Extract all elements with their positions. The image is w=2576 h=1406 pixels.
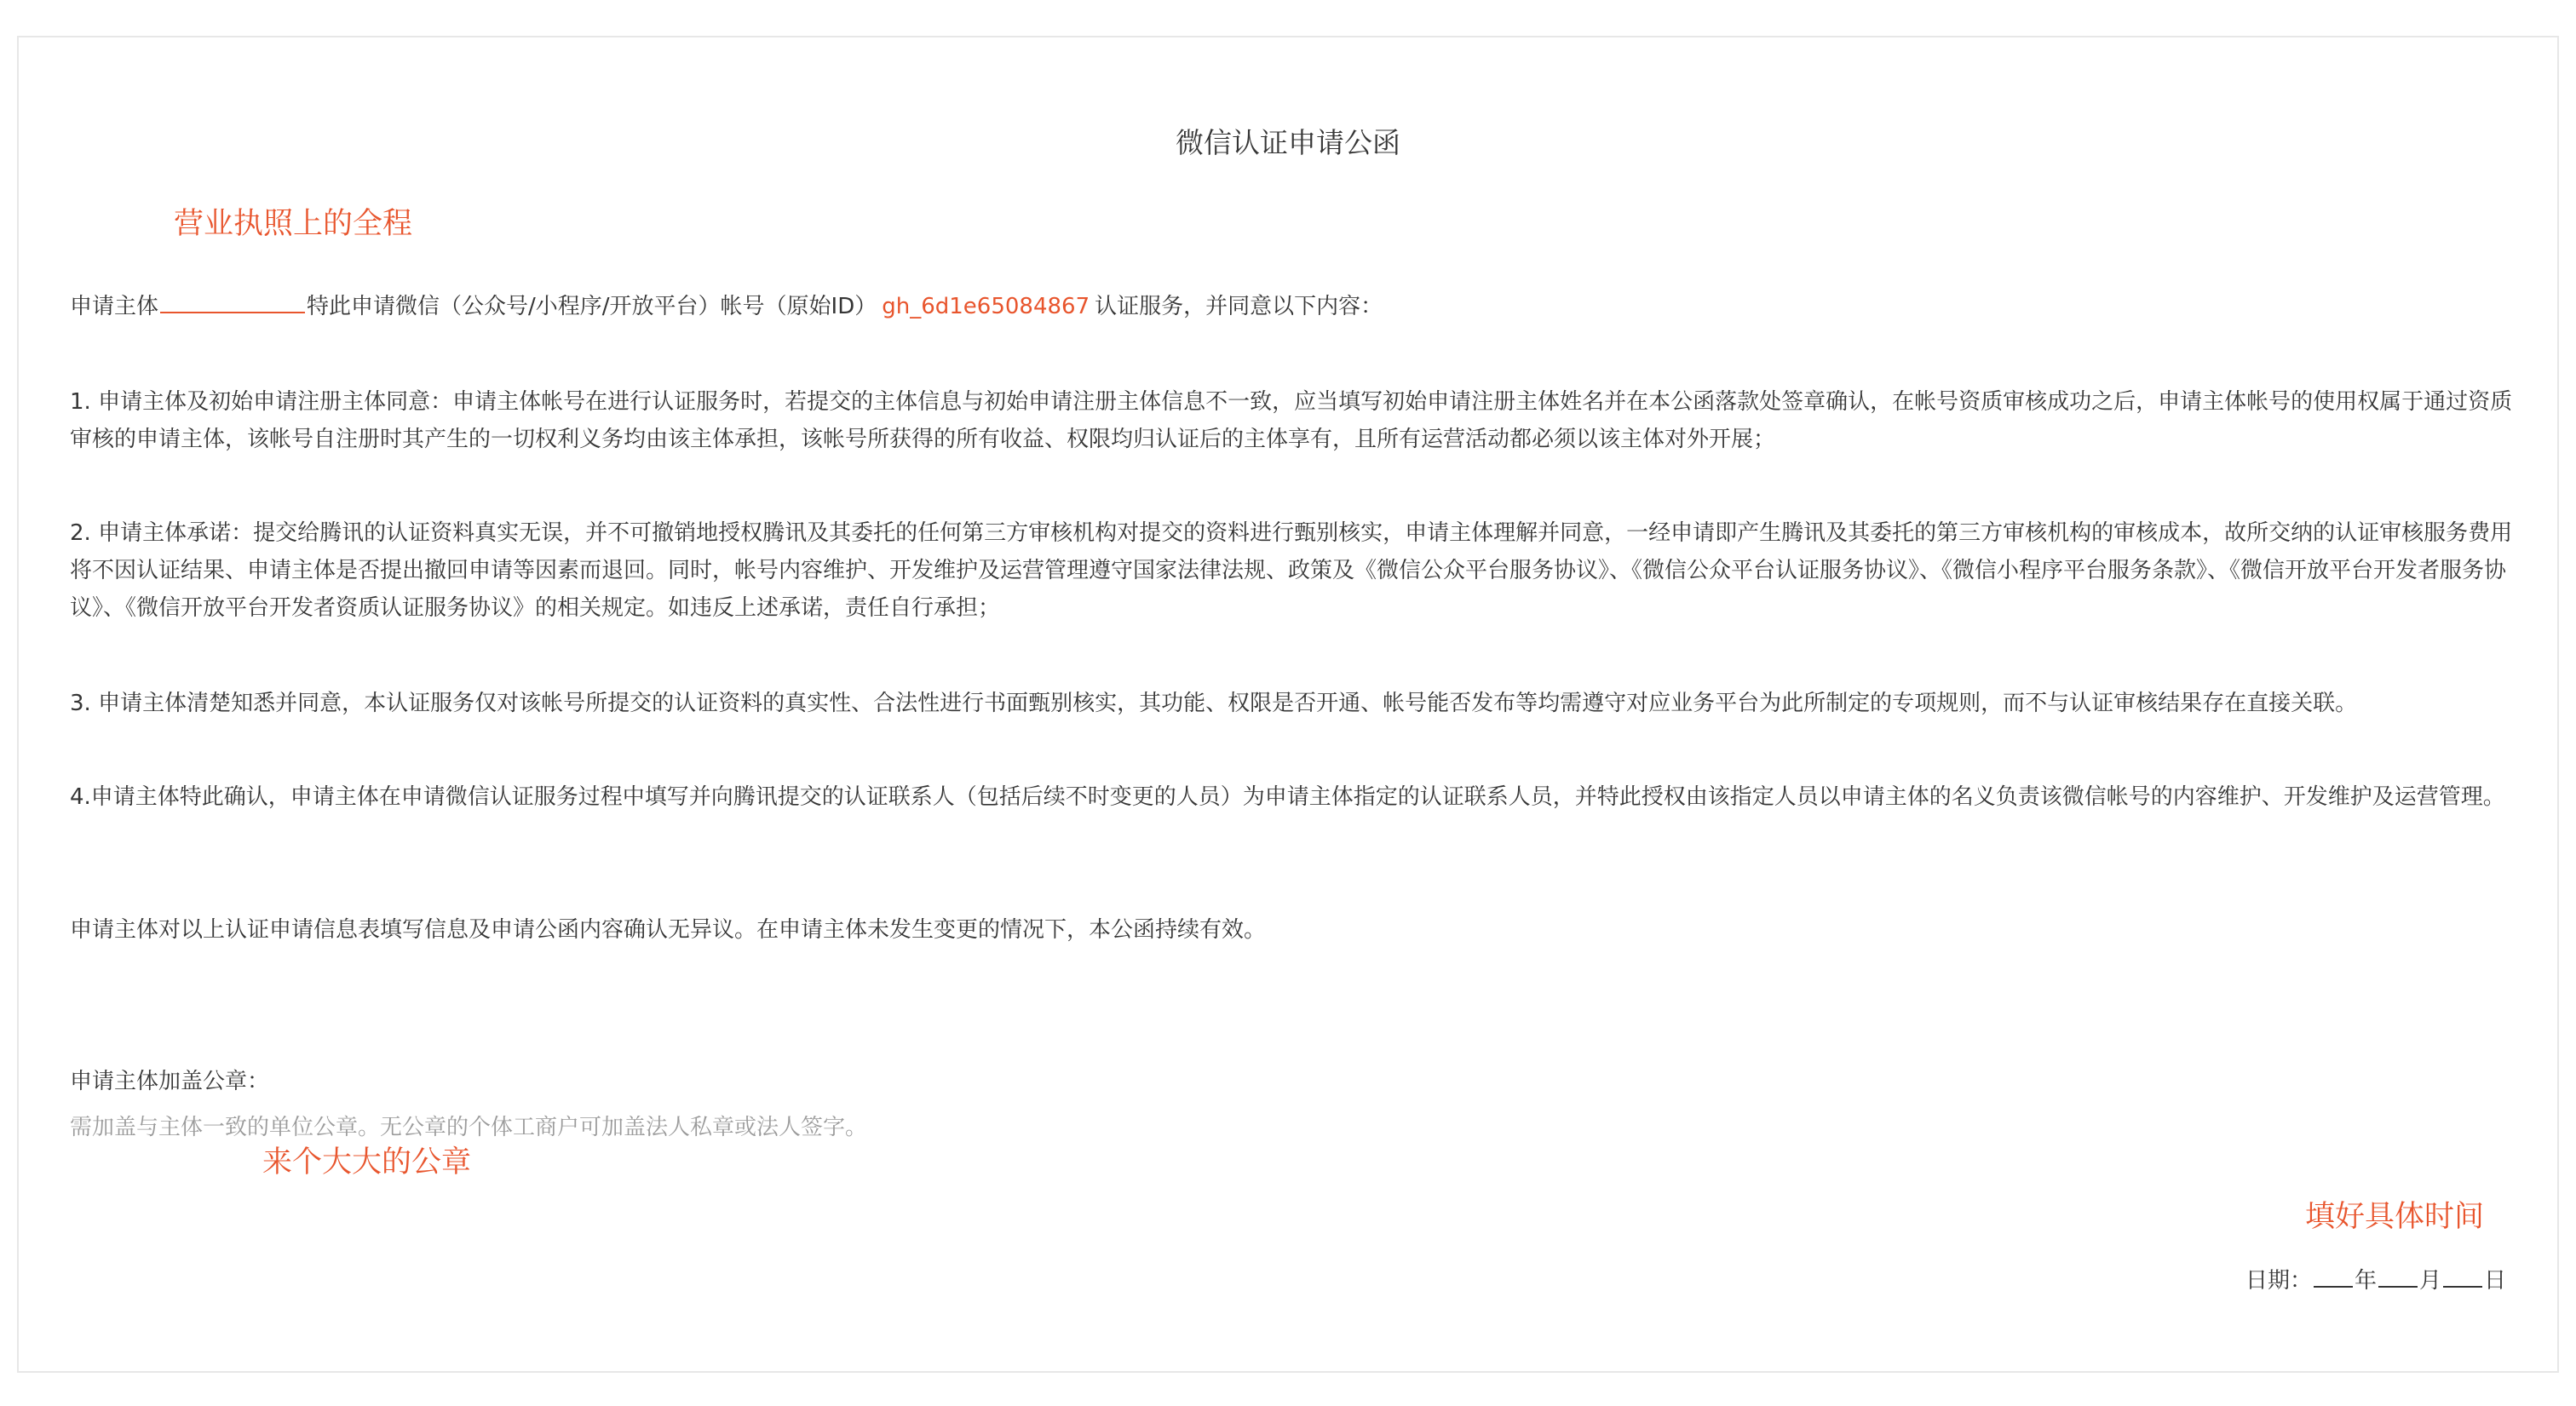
month-label: 月 <box>2418 1268 2441 1294</box>
seal-hint: 需加盖与主体一致的单位公章。无公章的个体工商户可加盖法人私章或法人签字。 <box>70 1115 868 1140</box>
confirmation-statement: 申请主体对以上认证申请信息表填写信息及申请公函内容确认无异议。在申请主体未发生变更的情况下，本公函持续有效。 <box>70 917 1267 943</box>
applicant-prefix: 申请主体 <box>70 294 159 319</box>
applicant-name-blank <box>160 290 305 313</box>
seal-label: 申请主体加盖公章： <box>70 1069 270 1094</box>
clause-1: 1. 申请主体及初始申请注册主体同意：申请主体帐号在进行认证服务时，若提交的主体信息与初始申请注册主体信息不一致，应当填写初始申请注册主体姓名并在本公函落款处签章确认，在帐号资质审核成功之后，申请主体帐号的使用权属于通过资质审核的申请主体，该帐号自注册时其产生的一切权利义务均由该主体承担，该帐号所获得的所有收益、权限均归认证后的主体享有，且所有运营活动都必须以该主体对外开展； <box>70 389 2513 452</box>
annotation-date-note: 填好具体时间 <box>2304 1200 2484 1234</box>
page-title: 微信认证申请公函 <box>1176 126 1400 159</box>
day-blank <box>2443 1265 2482 1288</box>
year-label: 年 <box>2354 1268 2377 1294</box>
month-blank <box>2378 1265 2418 1288</box>
original-id: gh_6d1e65084867 <box>882 294 1090 319</box>
clause-3: 3. 申请主体清楚知悉并同意，本认证服务仅对该帐号所提交的认证资料的真实性、合法性进行书面甄别核实，其功能、权限是否开通、帐号能否发布等均需遵守对应业务平台为此所制定的专项规则，而不与认证审核结果存在直接关联。 <box>70 691 2358 716</box>
annotation-full-name-note: 营业执照上的全程 <box>174 207 413 241</box>
annotation-seal-note: 来个大大的公章 <box>262 1145 472 1179</box>
application-letter <box>17 36 2559 1373</box>
applicant-middle-text: 特此申请微信（公众号/小程序/开放平台）帐号（原始ID） <box>307 294 877 319</box>
year-blank <box>2314 1265 2353 1288</box>
date-label: 日期： <box>2245 1268 2312 1294</box>
clause-4: 4.申请主体特此确认，申请主体在申请微信认证服务过程中填写并向腾讯提交的认证联系人（包括后续不时变更的人员）为申请主体指定的认证联系人员，并特此授权由该指定人员以申请主体的名义负责该微信帐号的内容维护、开发维护及运营管理。 <box>70 784 2505 810</box>
clause-2: 2. 申请主体承诺：提交给腾讯的认证资料真实无误，并不可撤销地授权腾讯及其委托的任何第三方审核机构对提交的资料进行甄别核实，申请主体理解并同意，一经申请即产生腾讯及其委托的第三方审核机构的审核成本，故所交纳的认证审核服务费用将不因认证结果、申请主体是否提出撤回申请等因素而退回。同时，帐号内容维护、开发维护及运营管理遵守国家法律法规、政策及《微信公众平台服务协议》、《微信公众平台认证服务协议》、《微信小程序平台服务条款》、《微信开放平台开发者服务协议》、《微信开放平台开发者资质认证服务协议》的相关规定。如违反上述承诺，责任自行承担； <box>70 520 2513 621</box>
day-label: 日 <box>2483 1268 2506 1294</box>
applicant-suffix-text: 认证服务，并同意以下内容： <box>1095 294 1383 319</box>
applicant-statement <box>70 290 1383 324</box>
date-line <box>2245 1264 2506 1298</box>
